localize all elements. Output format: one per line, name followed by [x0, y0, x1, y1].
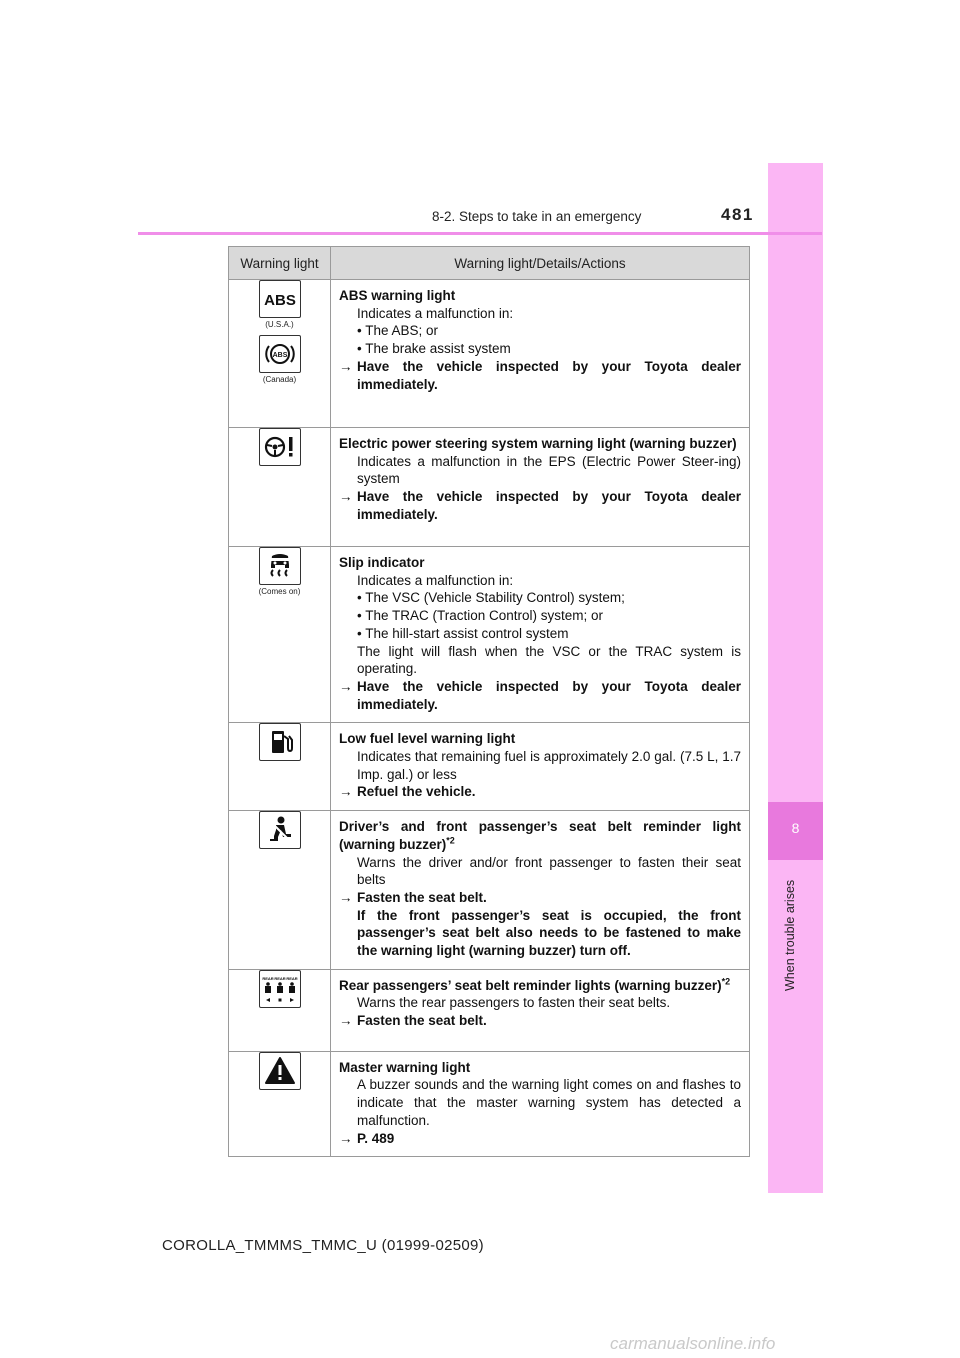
bullet-item: • The ABS; or: [357, 323, 439, 339]
svg-text:REAR: REAR: [261, 975, 274, 981]
bullet-item: • The VSC (Vehicle Stability Control) system;: [357, 590, 625, 606]
details-cell: [331, 280, 750, 428]
icon-cell: [229, 1051, 331, 1157]
icon-cell: [229, 811, 331, 970]
arrow-icon: →: [339, 358, 353, 374]
abs-text-icon: [259, 280, 301, 318]
action: → Have the vehicle inspected by your Toyota dealer immediately.: [339, 489, 741, 522]
action: → Have the vehicle inspected by your Toyota dealer immediately.: [339, 678, 741, 712]
details-cell: [331, 969, 750, 1051]
table-row: [229, 969, 750, 1051]
svg-text:REAR: REAR: [285, 975, 298, 981]
arrow-icon: →: [339, 889, 353, 905]
warning-title: ABS warning light: [339, 288, 456, 303]
description: Indicates that remaining fuel is approximately 2.0 gal. (7.5 L, 1.7 Imp. gal.) or less: [357, 749, 741, 782]
column-header-warning-light: Warning light: [229, 247, 331, 280]
action: → Fasten the seat belt.: [339, 889, 487, 905]
icon-caption: (Comes on): [258, 587, 301, 596]
icon-cell: [229, 547, 331, 723]
table-row: [229, 428, 750, 547]
icon-caption: (U.S.A.): [265, 320, 294, 329]
details-cell: [331, 811, 750, 970]
arrow-icon: →: [339, 1130, 353, 1146]
arrow-icon: →: [339, 678, 353, 694]
bullet-item: • The brake assist system: [357, 341, 511, 357]
svg-text:REAR: REAR: [273, 975, 286, 981]
icon-cell: [229, 280, 331, 428]
header-rule: [138, 232, 822, 235]
icon-caption: (Canada): [262, 375, 297, 384]
warning-title: Slip indicator: [339, 555, 425, 570]
chapter-side-tab: [768, 163, 823, 1193]
chapter-number: 8: [791, 820, 800, 836]
description: Indicates a malfunction in:: [357, 305, 514, 321]
description: Indicates a malfunction in the EPS (Electric Power Steer-ing) system: [357, 453, 741, 487]
svg-text:ABS: ABS: [263, 292, 296, 309]
arrow-icon: →: [339, 489, 353, 505]
icon-cell: [229, 723, 331, 811]
watermark: carmanualsonline.info: [610, 1334, 776, 1353]
warning-title: Master warning light: [339, 1059, 471, 1075]
skidding-car-icon: [259, 547, 301, 585]
steering-wheel-exclamation-icon: [259, 428, 301, 466]
action: → Have the vehicle inspected by your Toyota dealer immediately.: [339, 358, 741, 392]
table-row: [229, 723, 750, 811]
warning-title: Low fuel level warning light: [339, 731, 516, 747]
warning-title: Rear passengers’ seat belt reminder lights (warning buzzer)$^{*2}$: [339, 976, 731, 993]
footnote-marker: *2: [446, 835, 455, 846]
details-cell: [331, 547, 750, 723]
action: → Refuel the vehicle.: [339, 784, 476, 800]
description: Warns the rear passengers to fasten their seat belts.: [357, 995, 671, 1011]
table-row: [229, 280, 750, 428]
arrow-icon: →: [339, 784, 353, 800]
description: Warns the driver and/or front passenger to fasten their seat belts: [357, 854, 741, 888]
details-cell: [331, 1051, 750, 1157]
master-warning-triangle-icon: [259, 1052, 301, 1090]
page-number: 481: [721, 205, 754, 224]
seat-belt-icon: [259, 811, 301, 849]
bullet-item: • The hill-start assist control system: [357, 625, 569, 641]
icon-cell: [229, 428, 331, 547]
svg-text:ABS: ABS: [272, 352, 287, 359]
table-row: [229, 811, 750, 970]
section-title: 8-2. Steps to take in an emergency: [432, 209, 642, 224]
table-row: [229, 1051, 750, 1157]
action-continued: If the front passenger’s seat is occupied, the front passenger’s seat belt also needs to be fastened to make the warning light (warning buzzer) turn off.: [357, 907, 741, 959]
action: [339, 1130, 741, 1148]
chapter-title: When trouble arises: [783, 880, 797, 992]
page-reference-link[interactable]: P. 489: [357, 1130, 395, 1146]
arrow-icon: →: [339, 1013, 353, 1029]
details-cell: [331, 428, 750, 547]
warning-light-table: [228, 246, 750, 1157]
bullet-item: • The TRAC (Traction Control) system; or: [357, 608, 604, 624]
fuel-pump-icon: [259, 723, 301, 761]
action: → Fasten the seat belt.: [339, 1013, 487, 1029]
rear-seat-belts-icon: [259, 970, 301, 1008]
column-header-details: Warning light/Details/Actions: [331, 247, 750, 280]
details-cell: [331, 723, 750, 811]
warning-title: Electric power steering system warning light (warning buzzer): [339, 436, 737, 451]
description: A buzzer sounds and the warning light comes on and flashes to indicate that the master warning system has detected a malfunction.: [357, 1077, 741, 1128]
table-header-row: [229, 247, 750, 280]
footnote-marker: *2: [721, 976, 731, 987]
table-row: [229, 547, 750, 723]
note: The light will flash when the VSC or the TRAC system is operating.: [357, 643, 741, 677]
description: Indicates a malfunction in:: [357, 572, 514, 588]
document-id: COROLLA_TMMMS_TMMC_U (01999-02509): [162, 1237, 484, 1254]
abs-circle-icon: [259, 335, 301, 373]
icon-cell: [229, 969, 331, 1051]
warning-title: Driver’s and front passenger’s seat belt reminder light (warning buzzer)$^{*2}$: [339, 819, 741, 852]
